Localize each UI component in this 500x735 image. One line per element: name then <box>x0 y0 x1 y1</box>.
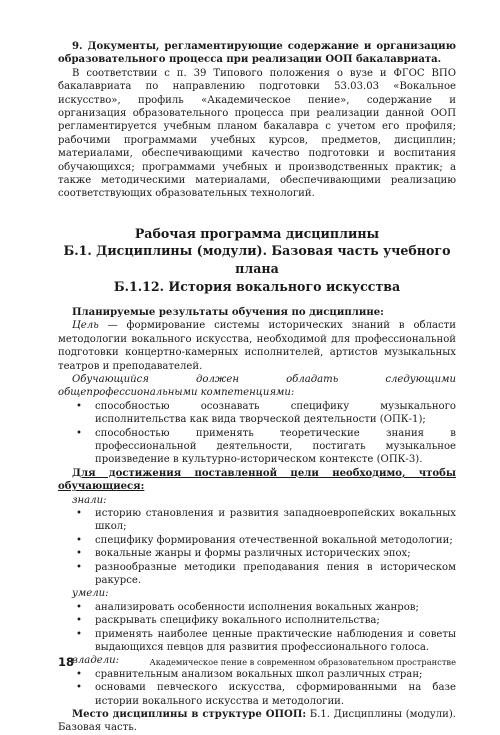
place-paragraph <box>58 708 456 735</box>
goal-paragraph <box>58 319 456 373</box>
running-title: Академическое пение в современном образовательном пространстве <box>149 657 456 667</box>
own-label: владели: <box>72 655 120 667</box>
list-item: • вокальные жанры и формы различных исторических эпох; <box>76 548 411 560</box>
results-heading: Планируемые результаты обучения по дисциплине: <box>72 306 384 318</box>
page-number: 18 <box>58 655 75 669</box>
page-footer <box>58 655 456 669</box>
list-item: • специфику формирования отечественной вокальной методологии; <box>76 534 453 546</box>
list-item: • основами певческого искусства, сформированными на базе истории вокального искусства и методологии. <box>76 682 456 707</box>
goal-heading: Для достижения поставленной цели необходимо, чтобы обучающиеся: <box>58 467 456 493</box>
competences-list <box>58 400 456 467</box>
know-label: знали: <box>72 494 107 506</box>
goal-text: — формирование системы исторических знаний в области методологии вокального искусства, необходимой для профессиональной подготовки концертно-камерных исполнителей, артистов музыкальных театров и преподавателей. <box>58 320 456 372</box>
list-item: • способностью применять теоретические знания в профессиональной деятельности, постигать музыкальное произведение в культурно-историческом контексте (ОПК-3). <box>76 427 456 466</box>
section-9-text: В соответствии с п. 39 Типового положения о вузе и ФГОС ВПО бакалавриата по направлению подготовки 53.03.03 «Вокальное искусство», профиль «Академическое пение», содержание и организация образовательного процесса при реализации данной ООП регламентируется учебным планом бакалавра с учетом его профиля; рабочими программами учебных курсов, предметов, дисциплин; материалами, обеспечивающими качество подготовки и воспитания обучающихся; программами учебных и производственных практик; а также методическими материалами, обеспечивающими реализацию соответствующих образовательных технологий. <box>58 67 456 200</box>
section-9-heading: 9. Документы, регламентирующие содержание и организацию образовательного процесса при реализации ООП бакалавриата. <box>58 41 456 66</box>
list-item: • анализировать особенности исполнения вокальных жанров; <box>76 601 419 613</box>
list-item: • сравнительным анализом вокальных школ различных стран; <box>76 668 423 680</box>
program-title: Рабочая программа дисциплины <box>134 225 380 241</box>
can-list <box>58 601 456 655</box>
place-text: Б.1. Дисциплины (модули). Базовая часть. <box>58 709 456 734</box>
know-list <box>58 507 456 587</box>
goal-label: Цель <box>72 320 99 332</box>
discipline-block-title: Б.1. Дисциплины (модули). Базовая часть учебного плана <box>63 242 451 276</box>
list-item: • раскрывать специфику вокального исполнительства; <box>76 615 380 627</box>
page-body <box>58 40 456 735</box>
list-item: • способностью осознавать специфику музыкального исполнительства как вида творческой деятельности (ОПК-1); <box>76 400 456 426</box>
competences-intro: Обучающийся должен обладать следующими общепрофессиональными компетенциями: <box>58 373 456 399</box>
discipline-title: Б.1.12. История вокального искусства <box>113 278 401 294</box>
list-item: • разнообразные методики преподавания пения в историческом ракурсе. <box>76 561 456 586</box>
own-list <box>58 668 456 708</box>
can-label: умели: <box>72 588 109 600</box>
list-item: • историю становления и развития западноевропейских вокальных школ; <box>76 507 456 533</box>
list-item: • применять наиболее ценные практические наблюдения и советы выдающихся певцов для развития профессионального голоса. <box>76 628 456 654</box>
place-label: Место дисциплины в структуре ОПОП: <box>72 709 307 721</box>
